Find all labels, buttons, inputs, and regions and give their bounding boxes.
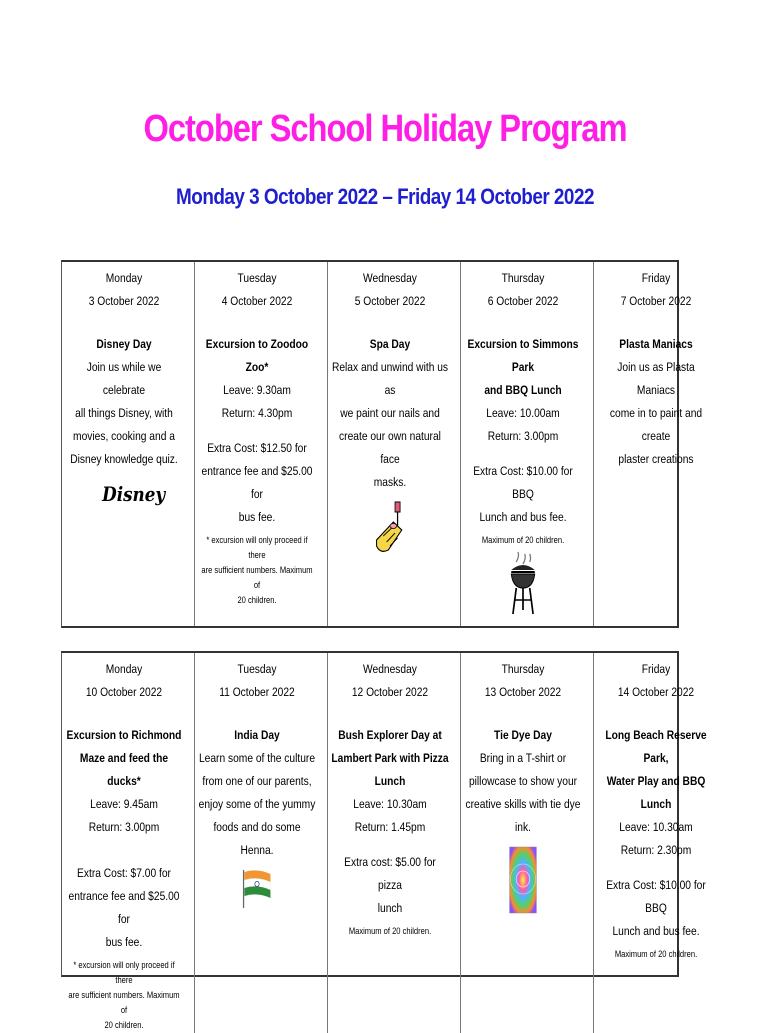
day-name: Thursday [501,271,545,285]
activity-title: Excursion to Simmons Park [467,337,579,374]
page-subtitle: Monday 3 October 2022 – Friday 14 October 2022 [176,184,594,209]
day-name: Monday [105,271,143,285]
activity-title: Spa Day [369,337,411,351]
activity-title: and BBQ Lunch [484,383,562,397]
day-cell-monday [62,653,195,1033]
activity-description: Disney knowledge quiz. [70,452,178,466]
day-name: Thursday [501,662,545,676]
activity-title: Maze and feed the ducks* [79,751,169,788]
day-cell-friday [594,262,726,626]
extra-cost: entrance fee and $25.00 for [68,889,180,926]
activity-description: plaster creations [618,452,694,466]
activity-description: from one of our parents, [202,774,312,788]
activity-description: all things Disney, with [75,406,173,420]
extra-cost: Extra Cost: $7.00 for [77,866,171,880]
note-text: Maximum of 20 children. [348,926,432,936]
activity-title: Tie Dye Day [494,728,552,742]
nail-polish-icon [331,500,449,564]
departure-time: Leave: 10.30am [353,797,427,811]
disney-logo-icon [65,477,183,517]
extra-cost: lunch [377,901,403,915]
day-date: 14 October 2022 [617,685,695,699]
activity-title: Plasta Maniacs [619,337,693,351]
day-cell-wednesday [328,262,461,626]
extra-cost: bus fee. [105,935,143,949]
activity-description: Bring in a T-shirt or [479,751,567,765]
extra-cost: Extra Cost: $10.00 for BBQ [606,878,706,915]
activity-description: enjoy some of the yummy [198,797,316,811]
day-name: Wednesday [363,662,417,676]
activity-title: Water Play and BBQ Lunch [606,774,706,811]
note-text: are sufficient numbers. Maximum of [68,990,180,1015]
activity-description: masks. [373,475,407,489]
day-cell-tuesday [195,262,328,626]
day-name: Wednesday [363,271,417,285]
activity-description: we paint our nails and [340,406,440,420]
extra-cost: Extra Cost: $12.50 for [207,441,307,455]
tie-dye-shirt-icon [464,845,582,923]
day-cell-monday [62,262,195,626]
departure-time: Return: 1.45pm [354,820,426,834]
bbq-grill-icon [464,554,582,626]
activity-title: Excursion to Zoodoo Zoo* [205,337,309,374]
day-cell-wednesday [328,653,461,1033]
day-name: Friday [641,271,671,285]
departure-time: Leave: 9.30am [223,383,291,397]
week-2-table [61,651,707,1030]
day-date: 4 October 2022 [221,294,293,308]
note-text: * excursion will only proceed if there [206,535,308,560]
activity-description: Join us as Plasta Maniacs [617,360,695,397]
day-date: 12 October 2022 [351,685,429,699]
day-name: Friday [641,662,671,676]
activity-description: pillowcase to show your [468,774,578,788]
extra-cost: Lunch and bus fee. [479,510,567,524]
day-date: 11 October 2022 [219,685,295,699]
activity-description: come in to paint and create [609,406,703,443]
day-date: 7 October 2022 [620,294,692,308]
activity-description: creative skills with tie dye [465,797,581,811]
note-text: Maximum of 20 children. [614,949,698,959]
activity-title: Disney Day [96,337,152,351]
week-1-table [61,260,703,628]
day-cell-thursday [461,262,594,626]
extra-cost: Lunch and bus fee. [612,924,700,938]
page-title: October School Holiday Program [143,108,627,150]
day-cell-friday [594,653,726,1033]
activity-title: Lambert Park with Pizza [331,751,449,765]
departure-time: Return: 2.30pm [620,843,692,857]
departure-time: Return: 4.30pm [221,406,293,420]
extra-cost: bus fee. [238,510,276,524]
departure-time: Leave: 10.30am [619,820,693,834]
activity-description: Relax and unwind with us as [331,360,449,397]
activity-title: Bush Explorer Day at [338,728,442,742]
day-date: 13 October 2022 [484,685,562,699]
day-cell-tuesday [195,653,328,1033]
activity-description: ink. [515,820,531,834]
day-name: Monday [105,662,143,676]
activity-title: Long Beach Reserve Park, [605,728,707,765]
note-text: Maximum of 20 children. [481,535,565,545]
note-text: 20 children. [237,595,277,605]
day-date: 10 October 2022 [85,685,163,699]
departure-time: Leave: 9.45am [90,797,158,811]
activity-description: Join us while we celebrate [86,360,162,397]
activity-description: movies, cooking and a [73,429,175,443]
departure-time: Leave: 10.00am [486,406,560,420]
activity-description: Learn some of the culture [198,751,316,765]
departure-time: Return: 3.00pm [88,820,160,834]
departure-time: Return: 3.00pm [487,429,559,443]
activity-description: foods and do some Henna. [213,820,301,857]
day-name: Tuesday [237,662,277,676]
svg-text:Disney: Disney [102,483,166,507]
note-text: * excursion will only proceed if there [73,960,175,985]
day-cell-thursday [461,653,594,1033]
day-date: 6 October 2022 [487,294,559,308]
india-flag-icon [198,868,316,916]
day-date: 5 October 2022 [354,294,426,308]
note-text: 20 children. [104,1020,144,1030]
extra-cost: Extra cost: $5.00 for pizza [344,855,436,892]
note-text: are sufficient numbers. Maximum of [201,565,313,590]
day-date: 3 October 2022 [88,294,160,308]
activity-description: create our own natural face [339,429,441,466]
activity-title: Lunch [374,774,406,788]
extra-cost: Extra Cost: $10.00 for BBQ [473,464,573,501]
extra-cost: entrance fee and $25.00 for [201,464,313,501]
day-name: Tuesday [237,271,277,285]
activity-title: India Day [234,728,280,742]
activity-title: Excursion to Richmond [66,728,182,742]
